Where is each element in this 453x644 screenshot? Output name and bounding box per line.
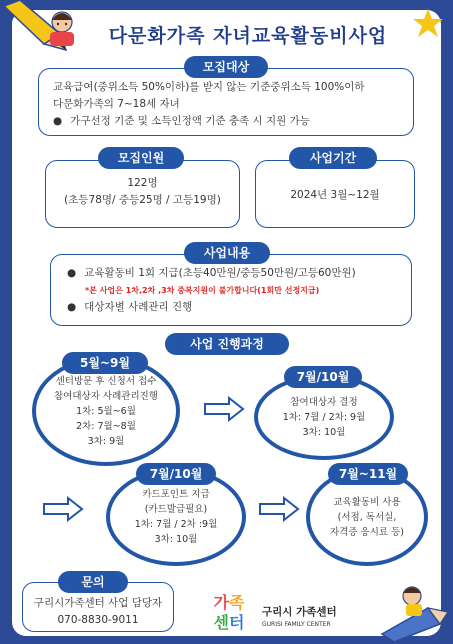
- logo-char: 가: [213, 593, 229, 612]
- step-3-line: 3차: 10월: [154, 534, 198, 545]
- recruit-count-value: 122명: [127, 177, 158, 189]
- pencil-icon: [0, 0, 95, 62]
- star-icon: [412, 8, 444, 38]
- page-title: 다문화가족 자녀교육활동비사업: [108, 25, 388, 47]
- recruit-target-line-3: ● 가구선정 기준 및 소득인정액 기준 충족 시 지원 가능: [53, 115, 310, 127]
- period-value: 2024년 3월~12월: [290, 189, 380, 201]
- contact-phone: 070-8830-9011: [57, 614, 139, 626]
- arrow-right-icon: [42, 496, 84, 522]
- content-line-2: ● 대상자별 사례관리 진행: [67, 301, 193, 313]
- step-1-line: 센터방문 후 신청서 접수: [55, 375, 157, 387]
- step-1-line: 3차: 9월: [87, 435, 125, 447]
- logo-char: 족: [229, 593, 245, 612]
- step-4-line: (서점, 독서실,: [337, 511, 397, 523]
- period-box: [255, 160, 415, 228]
- contact-heading: 문의: [58, 571, 128, 593]
- recruit-target-box: [38, 68, 414, 136]
- center-logo-text: [262, 604, 372, 628]
- recruit-count-box: [45, 160, 240, 228]
- step-3-line: 1차: 7월 / 2차 :9월: [134, 519, 218, 530]
- arrow-right-icon: [258, 496, 300, 522]
- logo-char: 터: [229, 613, 245, 632]
- center-english-name: GURISI FAMILY CENTER: [262, 621, 331, 628]
- process-step-2-label: 7월/10월: [284, 366, 362, 388]
- recruit-target-line-2: 다문화가족의 7~18세 자녀: [53, 98, 180, 110]
- step-1-line: 참여대상자 사례관리진행: [54, 390, 158, 402]
- step-3-line: 카드포인트 지급: [142, 489, 210, 500]
- logo-char: 센: [213, 613, 229, 632]
- process-step-3-label: 7월/10월: [136, 463, 216, 485]
- period-heading: 사업기간: [289, 147, 377, 169]
- content-heading: 사업내용: [184, 242, 270, 264]
- process-step-4-label: 7월~11월: [328, 463, 408, 485]
- step-4-line: 교육활동비 사용: [333, 496, 401, 508]
- recruit-target-line-1: 교육급여(중위소득 50%이하)를 받지 않는 기준중위소득 100%이하: [53, 81, 365, 93]
- content-box: [50, 254, 412, 326]
- pencil-character-icon: [378, 578, 450, 642]
- contact-name: 구리시가족센터 사업 담당자: [33, 597, 163, 609]
- recruit-target-heading: 모집대상: [184, 56, 268, 78]
- center-logo-mark: [206, 593, 252, 637]
- step-2-line: 참여대상자 결정: [290, 396, 358, 408]
- process-heading: 사업 진행과정: [165, 333, 289, 355]
- step-1-line: 2차: 7월~8월: [76, 420, 136, 432]
- step-3-line: (카드발급필요): [144, 504, 208, 515]
- recruit-count-heading: 모집인원: [98, 147, 184, 169]
- center-name: 구리시 가족센터: [262, 606, 337, 618]
- step-1-line: 1차: 5월~6월: [76, 405, 136, 417]
- step-2-line: 3차: 10월: [302, 426, 346, 438]
- process-step-1-label: 5월~9월: [62, 352, 148, 374]
- step-4-line: 자격증 응시료 등): [330, 526, 404, 538]
- arrow-right-icon: [203, 396, 245, 422]
- recruit-count-detail: (초등78명/ 중등25명 / 고등19명): [64, 194, 221, 206]
- content-note: *본 사업은 1차,2차 ,3차 중복지원이 불가합니다(1회만 선정지급): [85, 286, 320, 295]
- content-line-1: ● 교육활동비 1회 지급(초등40만원/중등50만원/고등60만원): [67, 267, 356, 279]
- step-2-line: 1차: 7월 / 2차: 9월: [282, 411, 366, 423]
